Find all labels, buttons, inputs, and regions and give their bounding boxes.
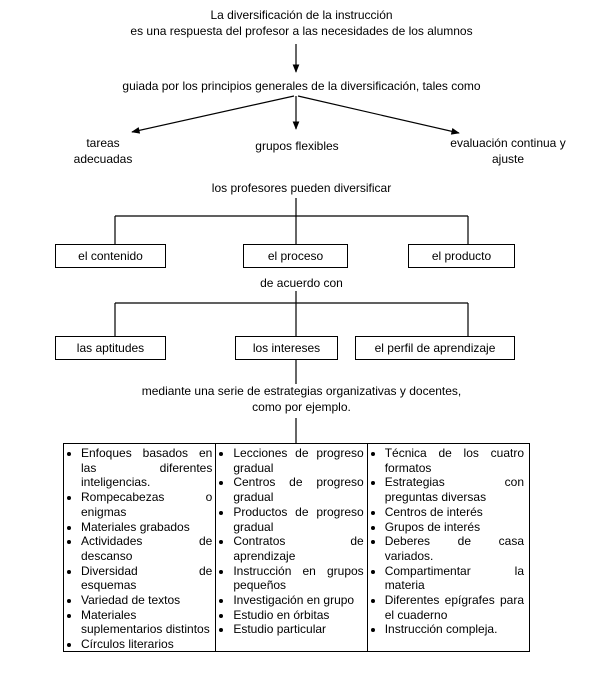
strategy-item: • Productos de progreso gradual [233, 505, 363, 534]
strategy-item: • Grupos de interés [385, 520, 524, 535]
strategy-item: • Investigación en grupo [233, 593, 363, 608]
strategies-intro-line2: como por ejemplo. [252, 399, 351, 414]
box-el-producto: el producto [408, 244, 515, 268]
strategies-list-3 [372, 446, 524, 637]
strategy-item: • Círculos literarios [81, 637, 212, 651]
strategy-item: • Rompecabezas o enigmas [81, 490, 212, 519]
strategy-item: • Lecciones de progreso gradual [233, 446, 363, 475]
map-title-line1: La diversificación de la instrucción [210, 8, 393, 22]
principle-grupos-flexibles: grupos flexibles [255, 139, 339, 153]
strategies-list-1 [68, 446, 212, 651]
strategy-item: • Instrucción compleja. [385, 622, 524, 637]
strategy-item: • Enfoques basados en las diferentes inteligencias. [81, 446, 212, 490]
strategy-item: • Estudio particular [233, 622, 363, 637]
strategy-item: • Centros de interés [385, 505, 524, 520]
box-perfil-aprendizaje: el perfil de aprendizaje [355, 336, 515, 360]
according-text: de acuerdo con [260, 276, 343, 290]
strategies-column-2 [216, 444, 367, 651]
strategy-item: • Deberes de casa variados. [385, 534, 524, 563]
strategies-column-3 [368, 444, 529, 651]
strategy-item: • Actividades de descanso [81, 534, 212, 563]
strategy-item: • Estudio en órbitas [233, 608, 363, 623]
map-title-line2: es una respuesta del profesor a las necesidades de los alumnos [130, 23, 473, 38]
strategies-table [63, 443, 530, 652]
strategy-item: • Variedad de textos [81, 593, 212, 608]
principle-tareas-adecuadas: tareas adecuadas [73, 136, 133, 166]
strategies-intro-line1: mediante una serie de estrategias organizativas y docentes, [141, 384, 462, 398]
strategy-item: • Diversidad de esquemas [81, 564, 212, 593]
strategy-item: • Diferentes epígrafes para el cuaderno [385, 593, 524, 622]
strategy-item: • Instrucción en grupos pequeños [233, 564, 363, 593]
guiding-principles-text: guiada por los principios generales de la diversificación, tales como [122, 79, 481, 93]
strategy-item: • Contratos de aprendizaje [233, 534, 363, 563]
strategies-list-2 [220, 446, 363, 637]
strategy-item: • Materiales suplementarios distintos [81, 608, 212, 637]
strategy-item: • Compartimentar la materia [385, 564, 524, 593]
map-title [0, 8, 603, 39]
strategy-item: • Materiales grabados [81, 520, 212, 535]
strategies-column-1 [64, 444, 216, 651]
box-el-proceso: el proceso [243, 244, 348, 268]
strategies-intro-text [0, 384, 603, 415]
strategy-item: • Estrategias con preguntas diversas [385, 475, 524, 504]
strategy-item: • Técnica de los cuatro formatos [385, 446, 524, 475]
principle-evaluacion-continua: evaluación continua y ajuste [450, 136, 566, 166]
box-las-aptitudes: las aptitudes [55, 336, 166, 360]
diversify-text: los profesores pueden diversificar [211, 181, 392, 195]
strategy-item: • Centros de progreso gradual [233, 475, 363, 504]
box-los-intereses: los intereses [235, 336, 338, 360]
box-el-contenido: el contenido [55, 244, 166, 268]
